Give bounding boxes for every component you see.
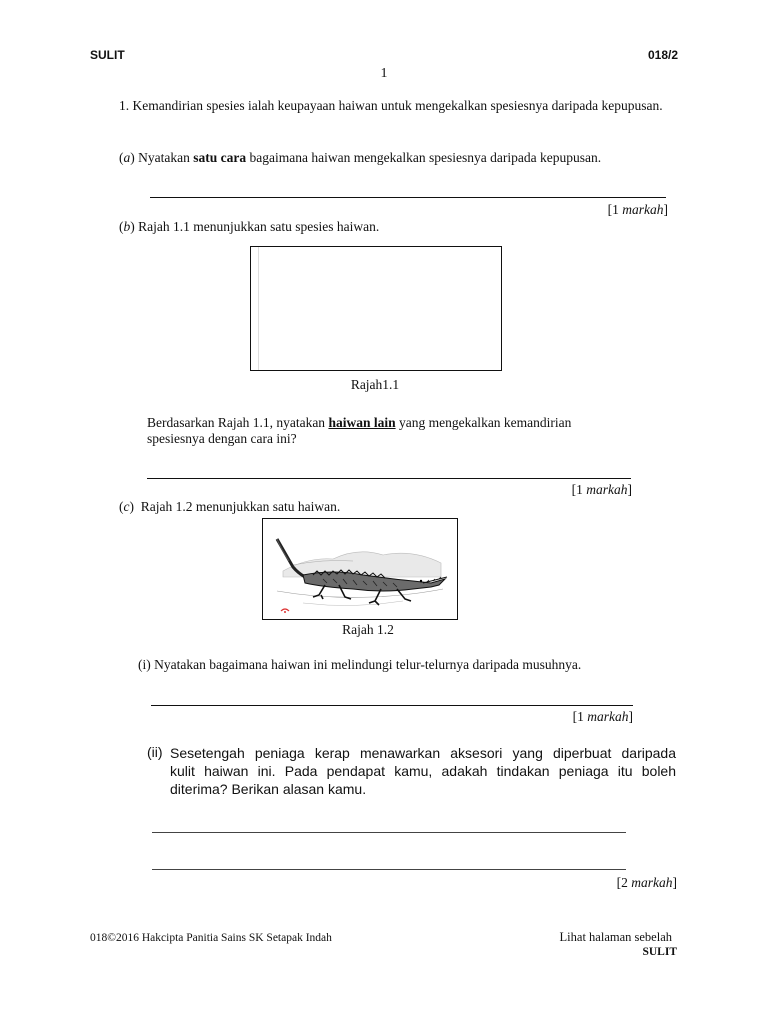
marks-c-ii-num: 2 bbox=[621, 875, 628, 890]
question-b: (b) Rajah 1.1 menunjukkan satu spesies haiwan. bbox=[119, 219, 380, 234]
answer-line-b[interactable] bbox=[147, 478, 631, 479]
footer-confidential: SULIT bbox=[642, 946, 677, 958]
answer-line-a[interactable] bbox=[150, 197, 666, 198]
marks-b: [1 markah] bbox=[571, 482, 632, 497]
question-a: (a) Nyatakan satu cara bagaimana haiwan mengekalkan spesiesnya daripada kepupusan. bbox=[119, 150, 602, 165]
answer-line-c-ii-2[interactable] bbox=[152, 869, 626, 870]
figure-1-1-caption: Rajah1.1 bbox=[350, 377, 400, 392]
question-c: (c) Rajah 1.2 menunjukkan satu haiwan. bbox=[119, 499, 341, 514]
question-a-label: a bbox=[123, 150, 131, 165]
question-c-ii-label: (ii) bbox=[147, 744, 163, 760]
figure-1-1-blank-image bbox=[258, 247, 259, 370]
marks-a: [1 markah] bbox=[607, 202, 668, 217]
marks-c-ii: [2 markah] bbox=[616, 875, 677, 890]
confidential-label: SULIT bbox=[90, 48, 125, 62]
figure-1-2-frame bbox=[262, 518, 458, 620]
question-b-prompt-post: yang mengekalkan kemandirian spesiesnya dengan cara ini? bbox=[147, 415, 572, 446]
question-c-ii-line2: kulit haiwan ini. Pada pendapat kamu, adakah tindakan peniaga itu boleh bbox=[170, 763, 676, 779]
question-b-prompt-pre: Berdasarkan Rajah 1.1, nyatakan bbox=[147, 415, 329, 430]
question-c-ii-line1: Sesetengah peniaga kerap menawarkan aksesori yang diperbuat daripada bbox=[170, 745, 676, 761]
question-c-label: c bbox=[123, 499, 130, 514]
question-c-i bbox=[138, 657, 678, 673]
paper-code: 018/2 bbox=[647, 48, 678, 62]
figure-1-1-frame bbox=[250, 246, 502, 371]
question-c-i-text: Nyatakan bagaimana haiwan ini melindungi telur-telurnya daripada musuhnya. bbox=[154, 657, 582, 672]
footer-next-page: Lihat halaman sebelah bbox=[559, 930, 672, 944]
crocodile-illustration bbox=[263, 519, 457, 619]
figure-1-2-caption: Rajah 1.2 bbox=[342, 622, 394, 637]
marks-a-word: markah bbox=[622, 202, 664, 217]
question-a-bold: satu cara bbox=[193, 150, 247, 165]
question-c-ii-line3: diterima? Berikan alasan kamu. bbox=[170, 781, 367, 797]
footer-copyright: 018©2016 Hakcipta Panitia Sains SK Setapak Indah bbox=[90, 932, 332, 944]
question-b-text: Rajah 1.1 menunjukkan satu spesies haiwan. bbox=[138, 219, 380, 234]
page-number: 1 bbox=[380, 66, 388, 81]
question-intro: 1. Kemandirian spesies ialah keupayaan haiwan untuk mengekalkan spesiesnya daripada kepupusan. bbox=[119, 98, 663, 113]
marks-c-i-word: markah bbox=[587, 709, 629, 724]
question-b-prompt-bold: haiwan lain bbox=[328, 415, 396, 430]
marks-c-ii-word: markah bbox=[631, 875, 673, 890]
question-b-label: b bbox=[123, 219, 131, 234]
question-c-i-label: (i) bbox=[138, 657, 151, 672]
question-c-ii-text bbox=[170, 744, 676, 798]
question-b-prompt bbox=[147, 415, 627, 447]
answer-line-c-i[interactable] bbox=[151, 705, 633, 706]
question-c-text: Rajah 1.2 menunjukkan satu haiwan. bbox=[140, 499, 341, 514]
marks-c-i: [1 markah] bbox=[572, 709, 633, 724]
marks-b-num: 1 bbox=[576, 482, 583, 497]
marks-b-word: markah bbox=[586, 482, 628, 497]
answer-line-c-ii-1[interactable] bbox=[152, 832, 626, 833]
marks-c-i-num: 1 bbox=[577, 709, 584, 724]
marks-a-num: 1 bbox=[612, 202, 619, 217]
question-a-post: bagaimana haiwan mengekalkan spesiesnya daripada kepupusan. bbox=[246, 150, 602, 165]
question-a-pre: Nyatakan bbox=[138, 150, 194, 165]
